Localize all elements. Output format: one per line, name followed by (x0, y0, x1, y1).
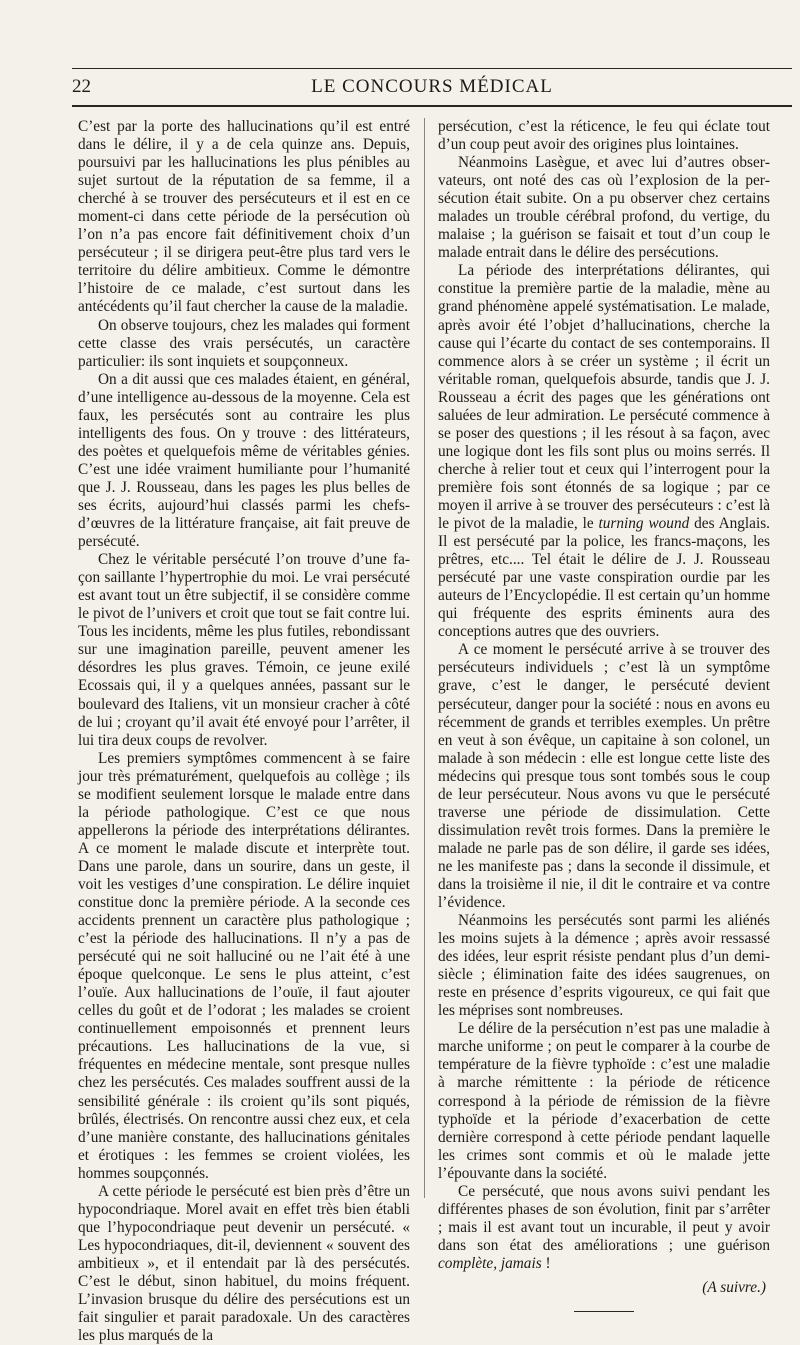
to-be-continued: (A suivre.) (702, 1279, 766, 1296)
paragraph: Néanmoins Lasègue, et avec lui d’autres observateurs, ont noté des cas où l’explosion de la persécution était subite. On a pu observer chez certains malades un trouble cérébral profond, du vertige, du malaise ; la guérison se faisait et tout d’un coup le malade entrait dans le délire des persécutions. (438, 154, 770, 262)
paragraph: A cette période le persécuté est bien près d’être un hypocondriaque. Morel avait en effet très bien établi que l’hypocondriaque peut devenir un persécuté. « Les hypocondriaques, dit-il, deviennent « souvent des ambitieux », et il entendait par là des persécutés. C’est le début, sinon habituel, du moins fréquent. L’invasion brusque du délire des persécutions est un fait singulier et parait paradoxale. Un des caractères les plus marqués de la (78, 1182, 410, 1345)
paragraph: Les premiers symptômes commencent à se faire jour très prématurément, quelquefois au collège ; ils se modifient seulement lorsque le malade entre dans la période pathologique. C’est ce que nous appellerons la période des interprétations délirantes. A ce moment le malade discute et interprète tout. Dans une parole, dans un sourire, dans un geste, il voit les vestiges d’une conspiration. Le délire inquiet constitue donc la première période. A la seconde ces accidents prennent un caractère plus pathologique ; c’est la période des hallucinations. Il n’y a pas de persécuté qui ne soit halluciné ou ne l’ait été à une époque quelconque. Le sens le plus atteint, c’est l’ouïe. Aux hallucinations de l’ouïe, il faut ajouter celles du goût et de l’odorat ; les malades se croient continuellement empoisonnés et prennent leurs précautions. Les hallucinations de la vue, si fréquentes en médecine mentale, sont presque nulles chez les persécutés. Ces malades souffrent aussi de la sensibilité générale : ils croient qu’ils sont piqués, brûlés, électrisés. On rencontre aussi chez eux, et cela d’une manière constante, des hallucinations génitales et érotiques : les femmes se croient violées, les hommes soupçonnés. (78, 749, 410, 1182)
paragraph (438, 1183, 770, 1273)
closing-end: ! (541, 1254, 551, 1272)
paragraph-text: Ce persécuté, que nous avons suivi pendant les différentes phases de son évolution, finit par s’arrêter ; mais il est avant tout un incurable, il peut y avoir dans son état des améliorations ; une guérison (438, 1182, 770, 1254)
left-column (78, 118, 410, 1345)
page-header (72, 72, 792, 104)
right-column (438, 118, 770, 1296)
paragraph: Néanmoins les persécutés sont parmi les aliénés les moins sujets à la démence ; après avoir ressassé des idées, leur esprit résiste pendant plus d’un demi-siècle ; élimination faite des idées saugrenues, on reste en présence d’esprits vigoureux, ce qui fait que les méprises sont nombreuses. (438, 912, 770, 1020)
journal-title: LE CONCOURS MÉDICAL (311, 76, 553, 97)
paragraph: On a dit aussi que ces malades étaient, en général, d’une intelligence au-dessous de la moyenne. Cela est faux, les persécutés sont au contraire les plus intelligents des fous. On y trouve : des littérateurs, des poètes et quelquefois même de véritables génies. C’est une idée vraiment humiliante pour l’humanité que J. J. Rousseau, dans les pages les plus belles de ses écrits, aujourd’hui classés parmi les chefs-d’œuvres de la littérature française, ait fait preuve de persécuté. (78, 370, 410, 551)
paragraph: persécution, c’est la réticence, le feu qui éclate tout d’un coup peut avoir des origines plus lointaines. (438, 118, 770, 154)
paragraph: C’est par la porte des hallucinations qu’il est entré dans le délire, il y a de cela quinze ans. Depuis, poursuivi par les hallucinations les plus pénibles au sujet surtout de la réputation de sa femme, il a cherché à se trouver des persécuteurs et il est en ce moment-ci dans cette période de la persécution où l’on n’a pas encore fait définitivement choix d’un persécuteur ; il se dirigera peut-être plus tard vers le territoire du délire ambitieux. Comme le démontre l’histoire de ce malade, c’est surtout dans les antécédents qu’il faut chercher la cause de la maladie. (78, 118, 410, 316)
closing-italic: complète, jamais (438, 1254, 542, 1272)
paragraph: On observe toujours, chez les malades qui forment cette classe des vrais persécutés, un caractère particulier: ils sont inquiets et soupçonneux. (78, 316, 410, 370)
header-top-rule (72, 68, 792, 69)
header-bottom-rule (72, 105, 792, 107)
end-rule (574, 1311, 634, 1312)
column-divider (424, 118, 425, 1198)
paragraph-continuation: des Anglais. Il est persécuté par la police, les francs-maçons, les prêtres, etc.... Tel était le délire de J. J. Rousseau persécuté par une vaste conspiration ourdie par les auteurs de l’Encyclopédie. Il est certain qu’un homme qui fréquente des esprits éminents aura des conceptions autres que des ouvriers. (438, 515, 770, 641)
paragraph: Chez le véritable persécuté l’on trouve d’une façon saillante l’hypertrophie du moi. Le vrai persécuté est avant tout un être subjectif, il se considère comme le pivot de l’univers et croit que tout se fait contre lui. Tous les incidents, même les plus futiles, rebondissant sur une imagination pareille, peuvent amener les désordres les plus graves. Témoin, ce jeune exilé Ecossais qui, il y a quelques années, passant sur le boulevard des Italiens, vit un monsieur cracher à côté de lui ; croyant qu’il avait été envoyé pour l’arrêter, il lui tira deux coups de revolver. (78, 551, 410, 749)
paragraph: A ce moment le persécuté arrive à se trouver des persécuteurs individuels ; c’est là un symptôme grave, c’est le danger, le persécuté devient persécuteur, danger pour la société : nous en avons eu récemment de grands et terribles exemples. Un prêtre en veut à son évêque, un capitaine à son colonel, un malade à son médecin : elle est longue cette liste des médecins qui presque tous sont tombés sous le coup de leur persécuteur. Nous avons vu que le persécuté traverse une période de dissimulation. Cette dissimulation revêt trois formes. Dans la première le malade ne parle pas de son délire, il garde ses idées, ne les manifeste pas ; dans la seconde il dissimule, et dans la troisième il nie, il dit le contraire et va contre l’évidence. (438, 641, 770, 912)
paragraph: Le délire de la persécution n’est pas une maladie à marche uniforme ; on peut le comparer à la courbe de température de la fièvre typhoïde : c’est une maladie à marche rémittente : la période de réticence correspond à la période de rémission de la fièvre typhoïde et la période d’exacerbation de cette dernière correspond à cette période pendant laquelle les crimes sont commis et où le malade jette l’épouvante dans la société. (438, 1020, 770, 1182)
italic-phrase: turning wound (598, 515, 690, 533)
paragraph (438, 262, 770, 641)
page-number: 22 (72, 76, 91, 97)
paragraph-text: La période des interprétations délirantes, qui constitue la première partie de la maladie, mène au grand phénomène appelé systématisation. Le malade, après avoir été l’objet d’hallucinations, cherche la cause qui l’écarte du contact de ses contemporains. Il commence alors à se créer un système ; il écrit un véritable roman, quelquefois absurde, tandis que J. J. Rousseau a écrit des pages que les générations ont saluées de leur admiration. Le persécuté commence à se poser des questions ; il les résout à sa façon, avec une logique dont les fils sont plus ou moins serrés. Il cherche à relier tout et ceux qui l’interrogent pour la première fois sont étonnés de sa logique ; par ce moyen il arrive à se trouver des persécuteurs : c’est là le pivot de la maladie, le (438, 262, 770, 533)
